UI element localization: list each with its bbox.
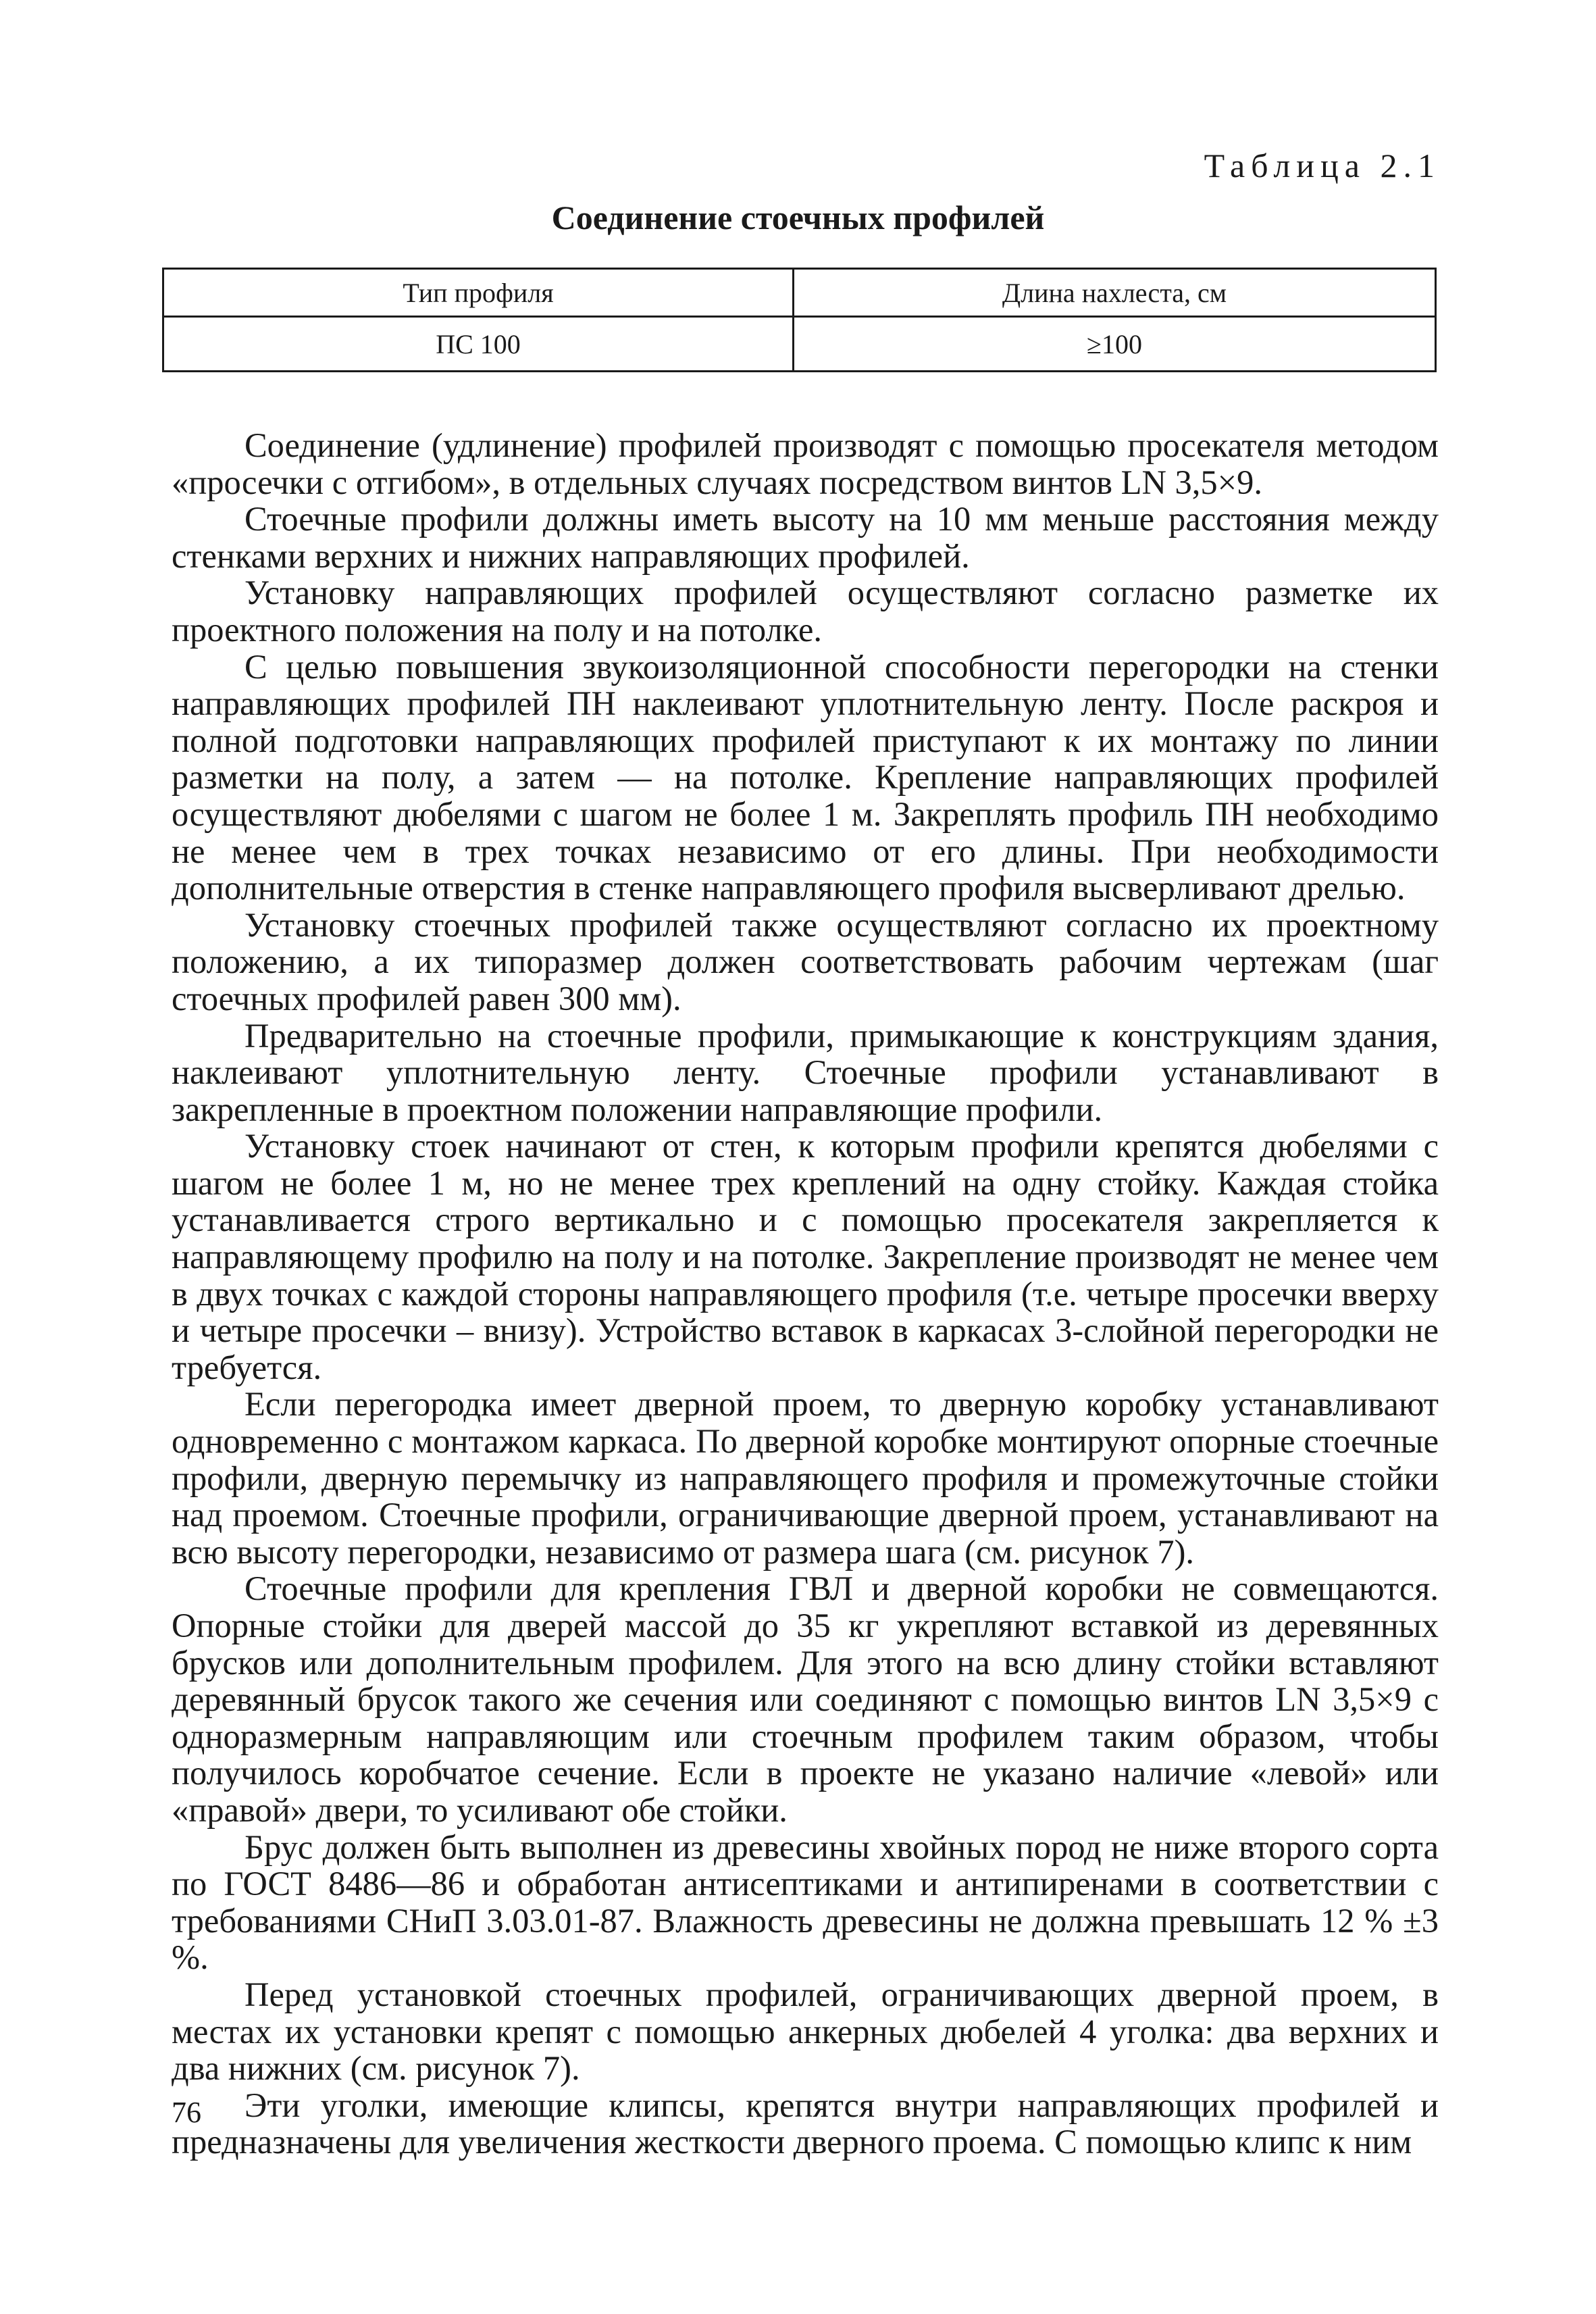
paragraph: Соединение (удлинение) профилей производят с помощью просекателя методом «просечки с отгибом», в отдельных случаях посредством винтов LN 3,5×9. [172, 426, 1439, 501]
table-cell: ≥100 [794, 317, 1436, 372]
table-cell: ПС 100 [163, 317, 794, 372]
paragraph: Стоечные профили должны иметь высоту на 10 мм меньше расстояния между стенками верхних и нижних направляющих профилей. [172, 500, 1439, 575]
paragraph: Брус должен быть выполнен из древесины хвойных пород не ниже второго сорта по ГОСТ 8486—86 и обработан антисептиками и антипиренами в соответствии с требованиями СНиП 3.03.01-87. Влажность древесины не должна превышать 12 % ±3 %. [172, 1828, 1439, 1977]
page-number: 76 [172, 2096, 201, 2129]
paragraph: Установку стоечных профилей также осуществляют согласно их проектному положению, а их типоразмер должен соответствовать рабочим чертежам (шаг стоечных профилей равен 300 мм). [172, 905, 1439, 1017]
paragraph: Предварительно на стоечные профили, примыкающие к конструкциям здания, наклеивают уплотнительную ленту. Стоечные профили устанавливают в закрепленные в проектном положении направляющие профили. [172, 1016, 1439, 1128]
table-header-cell: Тип профиля [163, 269, 794, 317]
paragraph: Эти уголки, имеющие клипсы, крепятся внутри направляющих профилей и предназначены для увеличения жесткости дверного проема. С помощью клипс к ним [172, 2086, 1439, 2161]
table-caption: Таблица 2.1 [1204, 147, 1441, 184]
paragraph: Стоечные профили для крепления ГВЛ и дверной коробки не совмещаются. Опорные стойки для дверей массой до 35 кг укрепляют вставкой из деревянных брусков или дополнительным профилем. Для этого на всю длину стойки вставляют деревянный брусок такого же сечения или соединяют с помощью винтов LN 3,5×9 с одноразмерным направляющим или стоечным профилем таким образом, чтобы получилось коробчатое сечение. Если в проекте не указано наличие «левой» или «правой» двери, то усиливают обе стойки. [172, 1569, 1439, 1829]
body-text [172, 427, 1439, 2161]
table-header-cell: Длина нахлеста, см [794, 269, 1436, 317]
paragraph: Перед установкой стоечных профилей, ограничивающих дверной проем, в местах их установки крепят с помощью анкерных дюбелей 4 уголка: два верхних и два нижних (см. рисунок 7). [172, 1975, 1439, 2088]
paragraph: Установку стоек начинают от стен, к которым профили крепятся дюбелями с шагом не более 1 м, но не менее трех креплений на одну стойку. Каждая стойка устанавливается строго вертикально и с помощью просекателя закрепляется к направляющему профилю на полу и на потолке. Закрепление производят не менее чем в двух точках с каждой стороны направляющего профиля (т.е. четыре просечки вверху и четыре просечки – внизу). Устройство вставок в каркасах 3-слойной перегородки не требуется. [172, 1127, 1439, 1386]
table-title: Соединение стоечных профилей [551, 199, 1045, 236]
profile-joint-table [162, 268, 1437, 372]
table-row [163, 317, 1436, 372]
paragraph: Если перегородка имеет дверной проем, то дверную коробку устанавливают одновременно с монтажом каркаса. По дверной коробке монтируют опорные стоечные профили, дверную перемычку из направляющего профиля и промежуточные стойки над проемом. Стоечные профили, ограничивающие дверной проем, устанавливают на всю высоту перегородки, независимо от размера шага (см. рисунок 7). [172, 1385, 1439, 1571]
table-header-row [163, 269, 1436, 317]
paragraph: Установку направляющих профилей осуществляют согласно разметке их проектного положения на полу и на потолке. [172, 574, 1439, 649]
paragraph: С целью повышения звукоизоляционной способности перегородки на стенки направляющих профилей ПН наклеивают уплотнительную ленту. После раскроя и полной подготовки направляющих профилей приступают к их монтажу по линии разметки на полу, а затем — на потолке. Крепление направляющих профилей осуществляют дюбелями с шагом не более 1 м. Закреплять профиль ПН необходимо не менее чем в трех точках независимо от его длины. При необходимости дополнительные отверстия в стенке направляющего профиля высверливают дрелью. [172, 647, 1439, 907]
